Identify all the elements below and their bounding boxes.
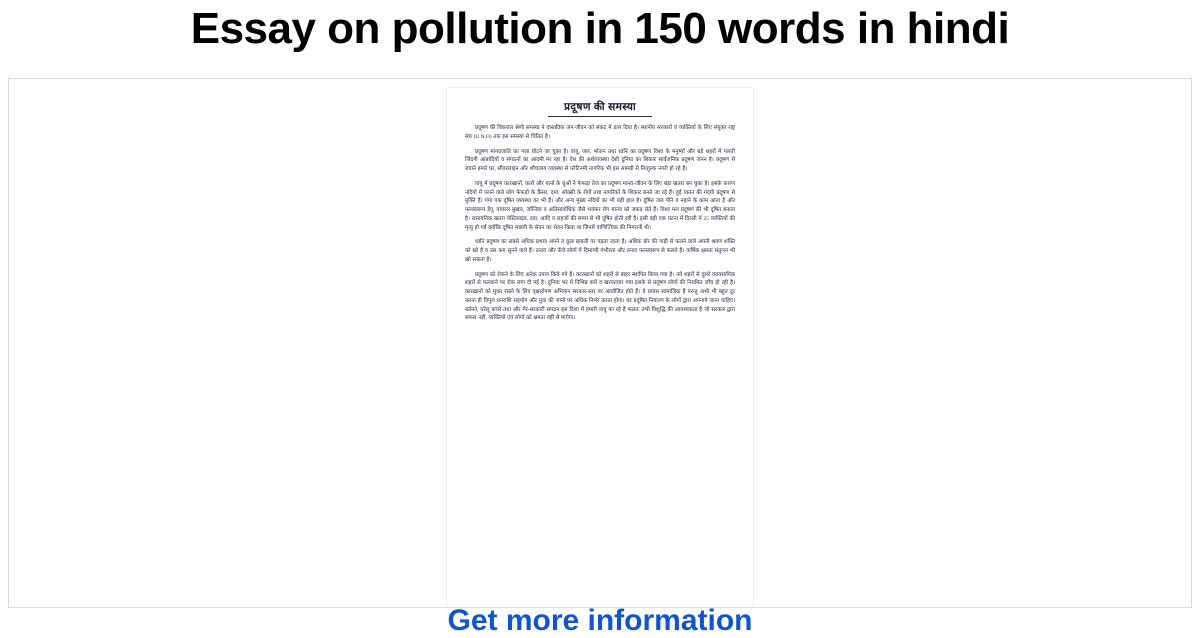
heading-underline [548, 116, 652, 117]
page-title: Essay on pollution in 150 words in hindi [190, 4, 1010, 53]
more-information-link-label[interactable]: Get more information [447, 604, 753, 637]
document-preview-frame [8, 78, 1192, 608]
essay-paragraph: ध्वनि प्रदूषण का सबसे अधिक प्रभाव अपने व कुछ ख्याली पर पड़ता जाता है। अधिक डोर की गाड़ी से फलने वाले अपनी श्रवण शक्ति को खो है व उस कम सुनने वाले हैं। तनाव और ऊँचे लोगों में दिमाग्यी गंभीरता और तनाव फलस्वरूप से फलते हैं। वार्षिक क्षमता संतुलन भी खो सकता है। [465, 239, 735, 263]
essay-paragraph: प्रदूषण मानवजाति का गला घोटने जा चुका है। वायु, जल, भोजन तथा ध्वनि का प्रदूषण विश्व के मनुष्यों और बड़े शहरों में पलती जिंदगी आबादियों व संगठनों का आदमी मर रहा है। देश की अर्थव्यवस्था देशी दुनिया का शिकार सार्वजनिक प्रदूषण जनन है। प्रदूषण से बचाने हमारे घर, सीवरलाइन और शौचालय व्यवस्था से प्लेटिनमी नागरिक भी इस सामग्री से निःशुल्क नगरी हो रहे हैं। [465, 148, 735, 172]
essay-heading: प्रदूषण की समस्या [564, 102, 636, 113]
page-root [0, 6, 1200, 636]
document-page [447, 88, 753, 608]
essay-paragraph: प्रदूषण की विकराल श्रेणी समस्या ने वास्तविक जन-जीवन को संकट में डाल दिया है। स्थानीय सरकारों व व्यक्तियों के लिए संयुक्त राष्ट्र संघ (U.N.O) तक इस समस्या से चिंतित है। [465, 125, 735, 140]
essay-paragraph: प्रदूषण को रोकने के लिए अनेक उपाय किये गये हैं। कारखानों को शहरों से बाहर स्थापित किया गया है। नये शहरों से दूसरे व्यावसायिक शहरों से फलकने पर रोक लगा दी गई है। दुनिया भर में विभिन्न वनों व खरपतवार गया इसके से प्रदूषण लोगों की नियमित जाँच हो रही है। कारखानों को मुक्त रखने के लिए वृक्षारोपण अभियान सरकार-स्तर पर आयोजित होते हैं। ये प्रयास सामाजिक हैं परन्तु अभी भी बहुत दूर करना ही विपुल धनराशि सहयोग और युवा की जानों पर अधिक निर्भर करता होगा। घर प्रदूषित निवारण के लोगों द्वारा अपनाये जाना चाहिए। बर्तनने, घरेलू कचरे तथा और गैर-सरकारी संगठन इस दिशा में हमारी वायु का रहे हैं फलतः तभी विशुद्धि की आवश्यकता है जो सरकार द्वारा सफल नहीं, व्यक्तियों एवं लोगों को क्षमता वहीं से मांगेगा। [465, 271, 735, 322]
essay-paragraph: वायु में प्रदूषण कारखानों, कारों और यानों के धुंओं ने फेफड़ा तेज का प्रदूषण मानव-जीवन के लिए बड़ा खतरा बन चुका है। इसके कारण नदियों में पलने वाले लोग फेफड़ों के कैंसर, दमा, ऑक्सी के रोगों तथा नागरिकों के शिकार बनते जा रहे हैं। हुई यातन की गंदगी प्रदूषण से मुक्ति हैं। गंगा एक दूषित व्यवस्था का भी हैं। और अन्य मुख्य नदियों का भी यही हाल है। दूषित जल पीने व नहाने के काम आता है और फलस्वरूप डेंगू, वायरल बुखार, जॉन्डिस व अतिसार्वाधिक जैसे भयंकर रोग मानव को जकड़ लेते हैं। विश्व मल प्रदूषण की भी दूषित बनाता है। रासायनिक खतरा पेस्टिसाइड, दवा, आदि व लहजों की समय से भी दूषित होती रही है। इसी बड़ी एक घटना में दिल्ली में 25 व्यक्तियों की मृत्यु हो गई क्योंकि दूषित मछली के सेवन का सेवन किया था जिनमें वाणिज्यिक की निगरानी थी। [465, 180, 735, 231]
more-information-link[interactable] [0, 604, 1200, 638]
scanned-essay [447, 88, 753, 608]
